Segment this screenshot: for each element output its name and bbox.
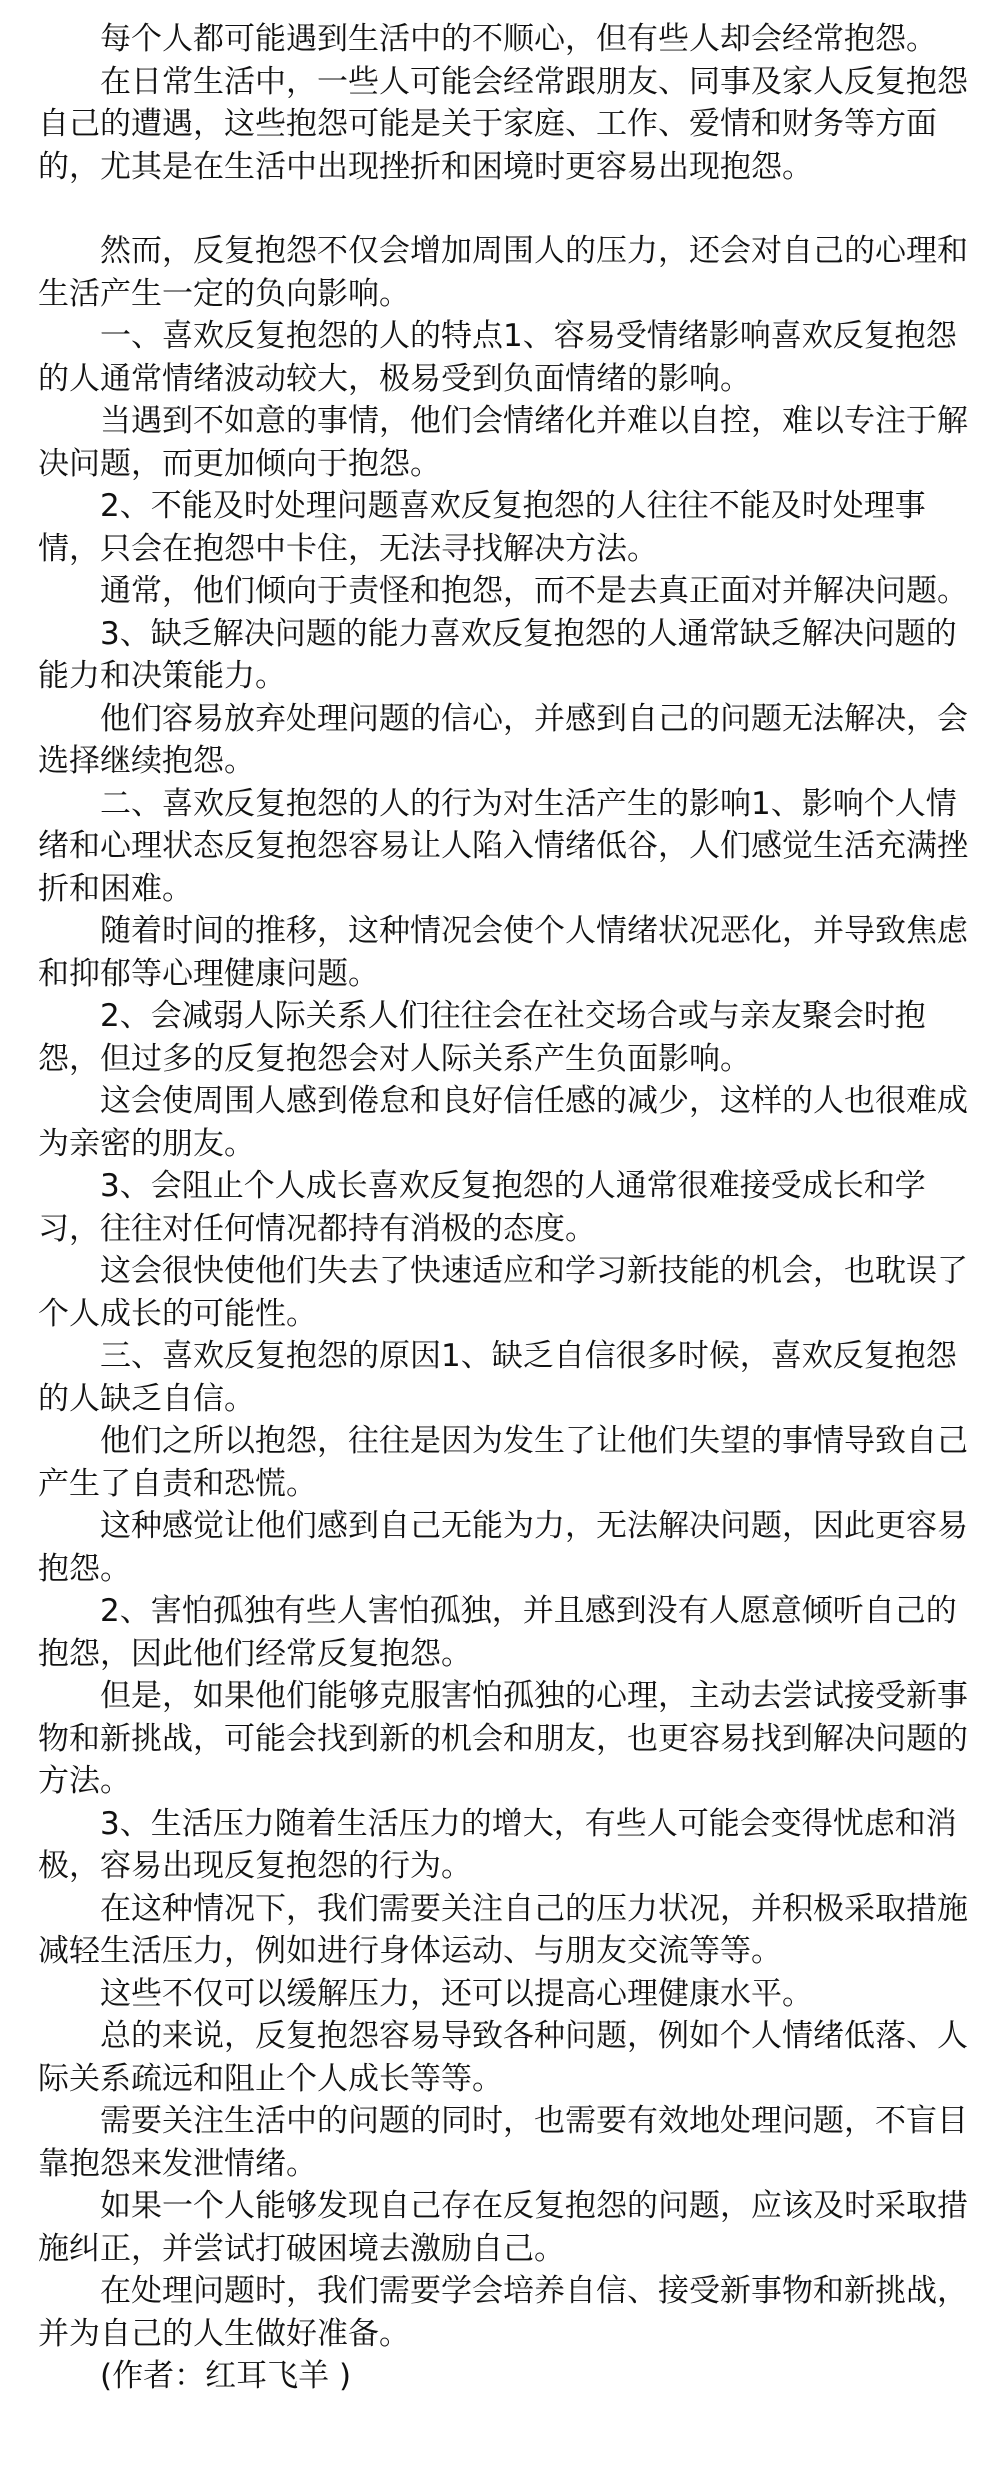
paragraph: 这种感觉让他们感到自己无能为力，无法解决问题，因此更容易抱怨。: [38, 1508, 968, 1587]
paragraph: 这会使周围人感到倦怠和良好信任感的减少，这样的人也很难成为亲密的朋友。: [38, 1083, 968, 1162]
paragraph: 但是，如果他们能够克服害怕孤独的心理，主动去尝试接受新事物和新挑战，可能会找到新的机会和朋友，也更容易找到解决问题的方法。: [38, 1678, 968, 1799]
paragraph: 随着时间的推移，这种情况会使个人情绪状况恶化，并导致焦虑和抑郁等心理健康问题。: [38, 913, 968, 992]
paragraph: 3、会阻止个人成长喜欢反复抱怨的人通常很难接受成长和学习，往往对任何情况都持有消极的态度。: [38, 1168, 926, 1247]
paragraph: 他们容易放弃处理问题的信心，并感到自己的问题无法解决，会选择继续抱怨。: [38, 700, 968, 779]
author-credit: (作者：红耳飞羊 ): [100, 2358, 352, 2394]
paragraph: 通常，他们倾向于责怪和抱怨，而不是去真正面对并解决问题。: [100, 573, 968, 609]
paragraph: 这会很快使他们失去了快速适应和学习新技能的机会，也耽误了个人成长的可能性。: [38, 1253, 968, 1332]
paragraph: 然而，反复抱怨不仅会增加周围人的压力，还会对自己的心理和生活产生一定的负向影响。: [38, 233, 968, 312]
paragraph: 在这种情况下，我们需要关注自己的压力状况，并积极采取措施减轻生活压力，例如进行身体运动、与朋友交流等等。: [38, 1890, 968, 1969]
paragraph: 需要关注生活中的问题的同时，也需要有效地处理问题，不盲目靠抱怨来发泄情绪。: [38, 2103, 968, 2182]
article-body: [38, 18, 973, 2398]
paragraph: 2、会减弱人际关系人们往往会在社交场合或与亲友聚会时抱怨，但过多的反复抱怨会对人际关系产生负面影响。: [38, 998, 926, 1077]
paragraph: 一、喜欢反复抱怨的人的特点1、容易受情绪影响喜欢反复抱怨的人通常情绪波动较大，极易受到负面情绪的影响。: [38, 318, 957, 397]
paragraph: 如果一个人能够发现自己存在反复抱怨的问题，应该及时采取措施纠正，并尝试打破困境去激励自己。: [38, 2188, 968, 2267]
paragraph: 每个人都可能遇到生活中的不顺心，但有些人却会经常抱怨。: [100, 21, 937, 57]
paragraph: 二、喜欢反复抱怨的人的行为对生活产生的影响1、影响个人情绪和心理状态反复抱怨容易让人陷入情绪低谷，人们感觉生活充满挫折和困难。: [38, 785, 968, 907]
paragraph: 三、喜欢反复抱怨的原因1、缺乏自信很多时候，喜欢反复抱怨的人缺乏自信。: [38, 1338, 957, 1417]
paragraph: 3、生活压力随着生活压力的增大，有些人可能会变得忧虑和消极，容易出现反复抱怨的行为。: [38, 1805, 957, 1884]
paragraph: 2、害怕孤独有些人害怕孤独，并且感到没有人愿意倾听自己的抱怨，因此他们经常反复抱怨。: [38, 1593, 957, 1672]
paragraph: 总的来说，反复抱怨容易导致各种问题，例如个人情绪低落、人际关系疏远和阻止个人成长等等。: [38, 2018, 968, 2097]
paragraph: 他们之所以抱怨，往往是因为发生了让他们失望的事情导致自己产生了自责和恐慌。: [38, 1423, 968, 1502]
paragraph: 2、不能及时处理问题喜欢反复抱怨的人往往不能及时处理事情，只会在抱怨中卡住，无法寻找解决方法。: [38, 488, 926, 567]
paragraph: 在处理问题时，我们需要学会培养自信、接受新事物和新挑战，并为自己的人生做好准备。: [38, 2273, 968, 2352]
paragraph: 当遇到不如意的事情，他们会情绪化并难以自控，难以专注于解决问题，而更加倾向于抱怨。: [38, 403, 968, 482]
paragraph: 在日常生活中，一些人可能会经常跟朋友、同事及家人反复抱怨自己的遭遇，这些抱怨可能是关于家庭、工作、爱情和财务等方面的，尤其是在生活中出现挫折和困境时更容易出现抱怨。: [38, 63, 968, 185]
paragraph: 这些不仅可以缓解压力，还可以提高心理健康水平。: [100, 1975, 813, 2012]
paragraph: 3、缺乏解决问题的能力喜欢反复抱怨的人通常缺乏解决问题的能力和决策能力。: [38, 615, 957, 694]
